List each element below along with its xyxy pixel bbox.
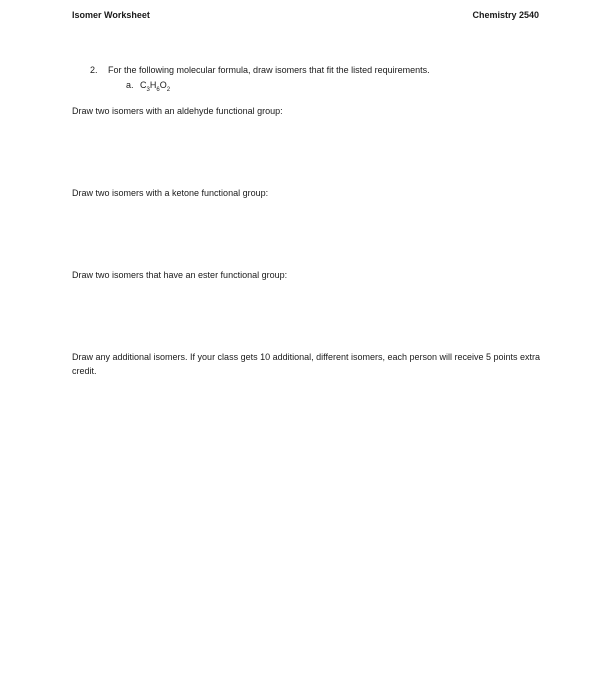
additional-isomers-prompt: Draw any additional isomers. If your class gets 10 additional, different isomers, each person will receive 5 points extra credit. [72, 352, 541, 376]
ester-prompt: Draw two isomers that have an ester functional group: [72, 270, 288, 280]
question-number: 2. [90, 65, 98, 75]
page-header [72, 10, 539, 22]
course-name: Chemistry 2540 [472, 10, 539, 20]
worksheet-title: Isomer Worksheet [72, 10, 150, 20]
aldehyde-prompt: Draw two isomers with an aldehyde functional group: [72, 106, 283, 116]
sub-item-letter: a. [126, 80, 134, 90]
ketone-prompt: Draw two isomers with a ketone functional group: [72, 188, 269, 198]
question-2 [90, 65, 430, 75]
question-text: For the following molecular formula, draw isomers that fit the listed requirements. [108, 65, 430, 75]
sub-item-a [126, 80, 171, 93]
molecular-formula: $C_3H_6O_2$ [140, 80, 171, 93]
